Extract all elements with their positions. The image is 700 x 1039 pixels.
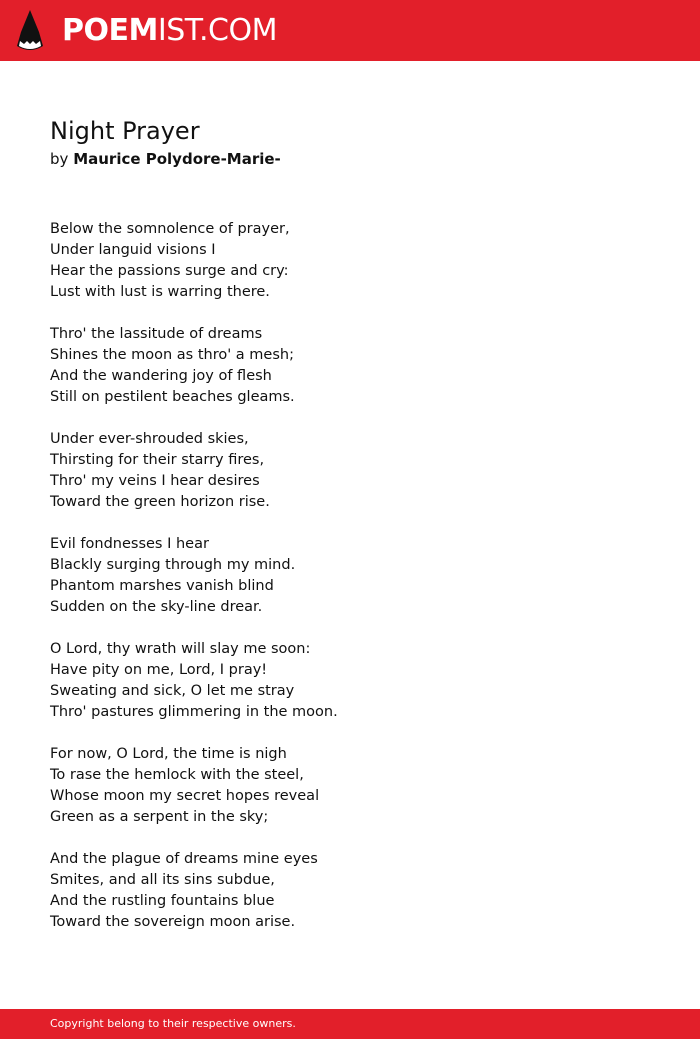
poem-body — [50, 219, 650, 954]
poem-stanza — [50, 849, 650, 933]
site-footer — [0, 1009, 700, 1039]
poem-line: Below the somnolence of prayer, — [50, 221, 290, 237]
poem-line: Sweating and sick, O let me stray — [50, 683, 295, 699]
poem-line: O Lord, thy wrath will slay me soon: — [50, 641, 311, 657]
poem-stanza — [50, 324, 650, 408]
poem-line: Have pity on me, Lord, I pray! — [50, 662, 268, 678]
poem-line: Lust with lust is warring there. — [50, 284, 270, 300]
poem-line: Under ever-shrouded skies, — [50, 431, 249, 447]
logo-bold-text: POEM — [62, 13, 158, 48]
poem-stanza — [50, 219, 650, 303]
poem-line: Toward the sovereign moon arise. — [50, 914, 296, 930]
poem-line: To rase the hemlock with the steel, — [50, 767, 304, 783]
poem-line: Under languid visions I — [50, 242, 216, 258]
poem-line: Thro' the lassitude of dreams — [50, 326, 263, 342]
poem-line: And the rustling fountains blue — [50, 893, 275, 909]
site-logo[interactable] — [62, 12, 277, 50]
poem-line: Phantom marshes vanish blind — [50, 578, 274, 594]
pencil-icon[interactable] — [17, 10, 43, 52]
poem-line: Hear the passions surge and cry: — [50, 263, 289, 279]
poem-line: Thirsting for their starry fires, — [50, 452, 265, 468]
poem-line: Smites, and all its sins subdue, — [50, 872, 275, 888]
copyright-notice: Copyright belong to their respective owners. — [50, 1017, 296, 1030]
poem-line: For now, O Lord, the time is nigh — [50, 746, 287, 762]
poem-line: Still on pestilent beaches gleams. — [50, 389, 295, 405]
poem-line: Blackly surging through my mind. — [50, 557, 296, 573]
poem-line: Thro' my veins I hear desires — [50, 473, 260, 489]
poem-title: Night Prayer — [50, 117, 200, 145]
poem-line: Whose moon my secret hopes reveal — [50, 788, 320, 804]
poem-line: Shines the moon as thro' a mesh; — [50, 347, 294, 363]
poem-author: Maurice Polydore-Marie- — [73, 150, 281, 168]
logo-light-text: IST.COM — [157, 13, 277, 48]
site-header — [0, 0, 700, 61]
poem-stanza — [50, 534, 650, 618]
poem-line: And the plague of dreams mine eyes — [50, 851, 318, 867]
poem-stanza — [50, 429, 650, 513]
poem-stanza — [50, 639, 650, 723]
poem-line: Sudden on the sky-line drear. — [50, 599, 263, 615]
poem-stanza — [50, 744, 650, 828]
poem-byline — [50, 149, 281, 169]
poem-line: Thro' pastures glimmering in the moon. — [50, 704, 338, 720]
poem-line: And the wandering joy of flesh — [50, 368, 272, 384]
by-label: by — [50, 150, 69, 168]
poem-line: Green as a serpent in the sky; — [50, 809, 269, 825]
poem-line: Evil fondnesses I hear — [50, 536, 209, 552]
poem-line: Toward the green horizon rise. — [50, 494, 270, 510]
